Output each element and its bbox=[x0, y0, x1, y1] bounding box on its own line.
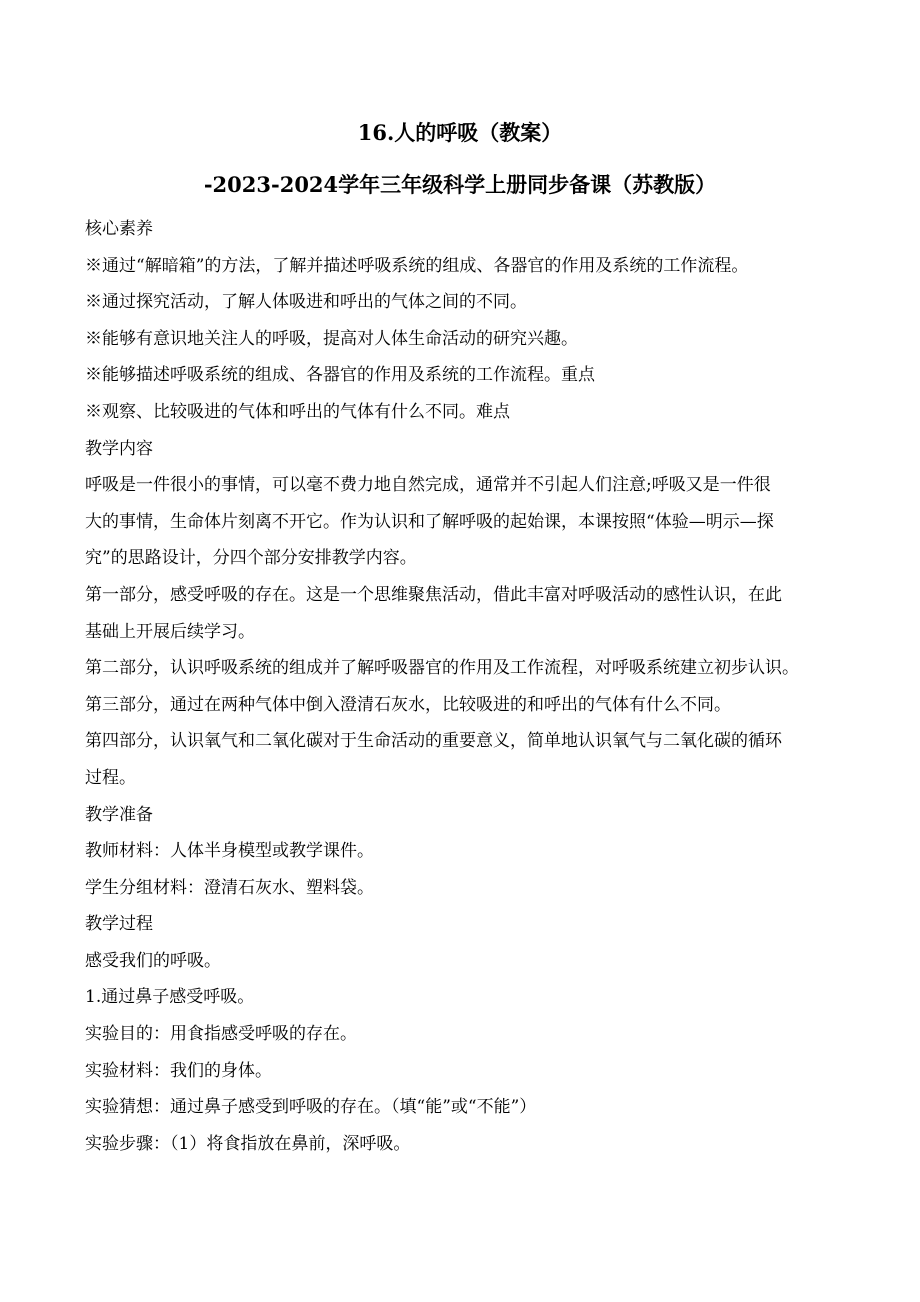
paragraph-line: 第一部分，感受呼吸的存在。这是一个思维聚焦活动，借此丰富对呼吸活动的感性认识，在此 bbox=[85, 584, 782, 605]
paragraph-line: 教师材料：人体半身模型或教学课件。 bbox=[85, 841, 374, 862]
paragraph-line: 1.通过鼻子感受呼吸。 bbox=[85, 987, 255, 1008]
paragraph-line: 第二部分，认识呼吸系统的组成并了解呼吸器官的作用及工作流程，对呼吸系统建立初步认识。 bbox=[85, 658, 799, 679]
paragraph-line: 实验步骤：（1）将食指放在鼻前，深呼吸。 bbox=[85, 1133, 411, 1154]
section-heading-process: 教学过程 bbox=[85, 914, 153, 935]
paragraph-line: 过程。 bbox=[85, 767, 136, 788]
paragraph-line: 基础上开展后续学习。 bbox=[85, 621, 255, 642]
section-heading-content: 教学内容 bbox=[85, 438, 153, 459]
objective-line: ※通过“解暗箱”的方法，了解并描述呼吸系统的组成、各器官的作用及系统的工作流程。 bbox=[85, 255, 749, 276]
section-heading-preparation: 教学准备 bbox=[85, 804, 153, 825]
objective-line: ※观察、比较吸进的气体和呼出的气体有什么不同。难点 bbox=[85, 401, 510, 422]
paragraph-line: 大的事情，生命体片刻离不开它。作为认识和了解呼吸的起始课，本课按照“体验—明示—探 bbox=[85, 511, 774, 532]
paragraph-line: 呼吸是一件很小的事情，可以毫不费力地自然完成，通常并不引起人们注意;呼吸又是一件很 bbox=[85, 475, 771, 496]
objective-line: ※能够描述呼吸系统的组成、各器官的作用及系统的工作流程。重点 bbox=[85, 365, 595, 386]
paragraph-line: 第三部分，通过在两种气体中倒入澄清石灰水，比较吸进的和呼出的气体有什么不同。 bbox=[85, 694, 731, 715]
paragraph-line: 实验材料：我们的身体。 bbox=[85, 1060, 272, 1081]
paragraph-line: 学生分组材料：澄清石灰水、塑料袋。 bbox=[85, 877, 374, 898]
section-heading-core-literacy: 核心素养 bbox=[85, 219, 153, 239]
objective-line: ※能够有意识地关注人的呼吸，提高对人体生命活动的研究兴趣。 bbox=[85, 328, 578, 349]
page-title: 16.人的呼吸（教案） bbox=[357, 120, 563, 145]
document-body bbox=[85, 211, 840, 1162]
objective-line: ※通过探究活动，了解人体吸进和呼出的气体之间的不同。 bbox=[85, 292, 527, 313]
page-subtitle: -2023-2024学年三年级科学上册同步备课（苏教版） bbox=[203, 172, 717, 197]
paragraph-line: 实验猜想：通过鼻子感受到呼吸的存在。（填“能”或“不能”） bbox=[85, 1097, 537, 1118]
paragraph-line: 实验目的：用食指感受呼吸的存在。 bbox=[85, 1024, 357, 1045]
paragraph-line: 究”的思路设计，分四个部分安排教学内容。 bbox=[85, 548, 417, 569]
paragraph-line: 感受我们的呼吸。 bbox=[85, 950, 221, 971]
paragraph-line: 第四部分，认识氧气和二氧化碳对于生命活动的重要意义，简单地认识氧气与二氧化碳的循环 bbox=[85, 731, 782, 752]
